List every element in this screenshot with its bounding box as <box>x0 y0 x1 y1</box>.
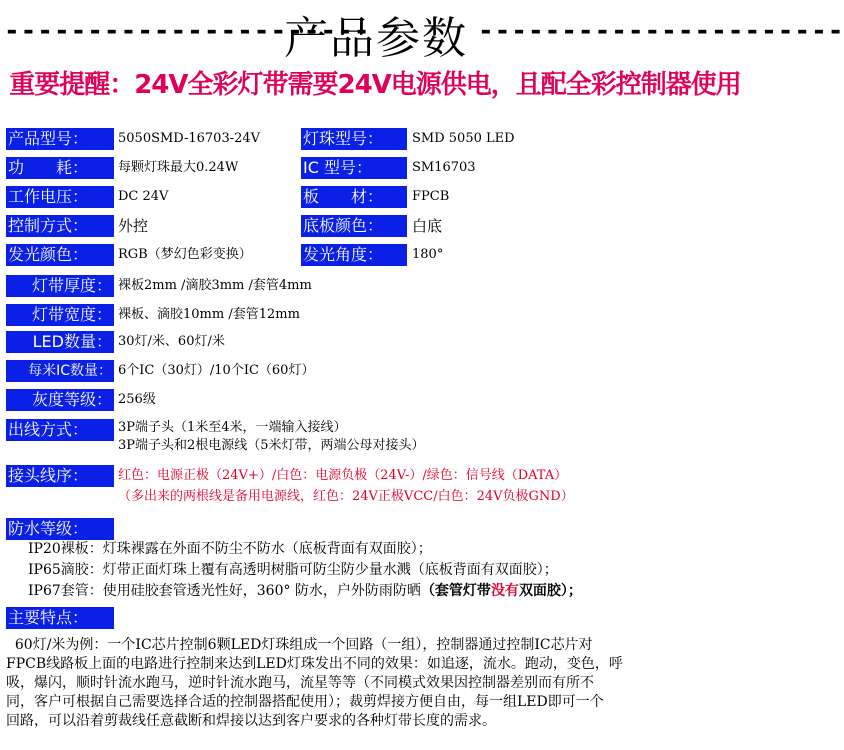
spec-label: 防水等级： <box>6 518 114 540</box>
spec-label: 板 材： <box>301 186 407 208</box>
spec-label: 产品型号： <box>6 128 114 150</box>
output-method-line: 3P端子头（1米至4米，一端输入接线） <box>118 420 347 435</box>
spec-row <box>0 275 750 299</box>
ip67-text: IP67套管：使用硅胶套管透光性好，360° 防水，户外防雨防晒 <box>28 583 421 599</box>
spec-label: 灯珠型号： <box>301 128 407 150</box>
features-paragraph: 60灯/米为例：一个IC芯片控制6颗LED灯珠组成一个回路（一组），控制器通过控制IC芯片对 FPCB线路板上面的电路进行控制来达到LED灯珠发出不同的效果：如追逐，流水。跑动，变色，呼 吸，爆闪，顺时针流水跑马，逆时针流水跑马，流星等等（不同模式效果因控制器差别而有所不 同，客户可根据自己需要选择合适的控制器搭配使用）；裁剪焊接方便自由，每一组LED即可一个 回路，可以沿着剪裁线任意截断和焊接以达到客户要求的各种灯带长度的需求。 <box>6 637 623 729</box>
spec-value: DC 24V <box>118 189 169 204</box>
title-dashes-left: ---------------------- <box>4 16 371 46</box>
ip67-note-close: 双面胶）； <box>518 583 582 599</box>
spec-label: 控制方式： <box>6 215 114 237</box>
spec-label: 功 耗： <box>6 157 114 179</box>
spec-value: 白底 <box>412 217 443 235</box>
spec-row <box>0 331 750 355</box>
spec-value: 6个IC（30灯）/10个IC（60灯） <box>118 363 315 378</box>
spec-value: 256级 <box>118 392 156 407</box>
output-method-row <box>0 419 750 459</box>
wiring-line: （多出来的两根线是备用电源线，红色：24V正极VCC/白色：24V负极GND） <box>118 489 574 504</box>
page-title: 产品参数 <box>284 13 468 64</box>
spec-row <box>0 186 750 210</box>
ip65-line: IP65滴胶：灯带正面灯珠上覆有高透明树脂可防尘防少量水溅（底板背面有双面胶）； <box>28 562 558 578</box>
spec-label: 发光角度： <box>301 244 407 266</box>
spec-value: 每颗灯珠最大0.24W <box>118 160 239 175</box>
title-row <box>0 0 844 64</box>
title-dashes-right: ---------------------- <box>478 16 844 46</box>
spec-value: FPCB <box>412 189 450 204</box>
spec-label: 灰度等级： <box>6 389 114 411</box>
important-reminder: 重要提醒：24V全彩灯带需要24V电源供电，且配全彩控制器使用 <box>9 70 741 100</box>
spec-label: 主要特点： <box>6 607 114 629</box>
spec-row <box>0 157 750 181</box>
spec-label: LED数量： <box>6 331 114 353</box>
spec-row <box>0 244 750 268</box>
spec-label: IC 型号： <box>301 157 407 179</box>
features-header <box>0 607 750 631</box>
spec-row <box>0 360 750 384</box>
output-method-line: 3P端子头和2根电源线（5米灯带，两端公母对接头） <box>118 438 425 453</box>
spec-value: 裸板2mm /滴胶3mm /套管4mm <box>118 278 312 293</box>
ip67-note-open: （套管灯带 <box>420 583 491 599</box>
spec-value: 外控 <box>118 217 149 235</box>
spec-label: 接头线序： <box>6 465 114 487</box>
spec-value: SM16703 <box>412 160 476 175</box>
spec-label: 发光颜色： <box>6 244 114 266</box>
spec-label: 每米IC数量： <box>6 360 114 382</box>
ip67-note-red: 没有 <box>490 583 519 599</box>
spec-row <box>0 389 750 413</box>
wiring-line: 红色：电源正极（24V+）/白色：电源负极（24V-）/绿色：信号线（DATA） <box>118 468 568 483</box>
spec-value: 30灯/米、60灯/米 <box>118 334 225 349</box>
spec-row <box>0 304 750 328</box>
wiring-row <box>0 465 750 507</box>
spec-row <box>0 128 750 152</box>
spec-row <box>0 215 750 239</box>
spec-value: 裸板、滴胶10mm /套管12mm <box>118 307 300 322</box>
spec-label: 出线方式： <box>6 419 114 441</box>
spec-label: 灯带厚度： <box>6 275 114 297</box>
ip20-line: IP20裸板：灯珠裸露在外面不防尘不防水（底板背面有双面胶）； <box>28 541 432 557</box>
spec-value: RGB（梦幻色彩变换） <box>118 247 252 262</box>
spec-value: 5050SMD-16703-24V <box>118 131 261 146</box>
spec-label: 工作电压： <box>6 186 114 208</box>
spec-label: 底板颜色： <box>301 215 407 237</box>
spec-value: 180° <box>412 247 444 262</box>
spec-label: 灯带宽度： <box>6 304 114 326</box>
ip67-line <box>28 581 582 601</box>
spec-value: SMD 5050 LED <box>412 131 515 146</box>
